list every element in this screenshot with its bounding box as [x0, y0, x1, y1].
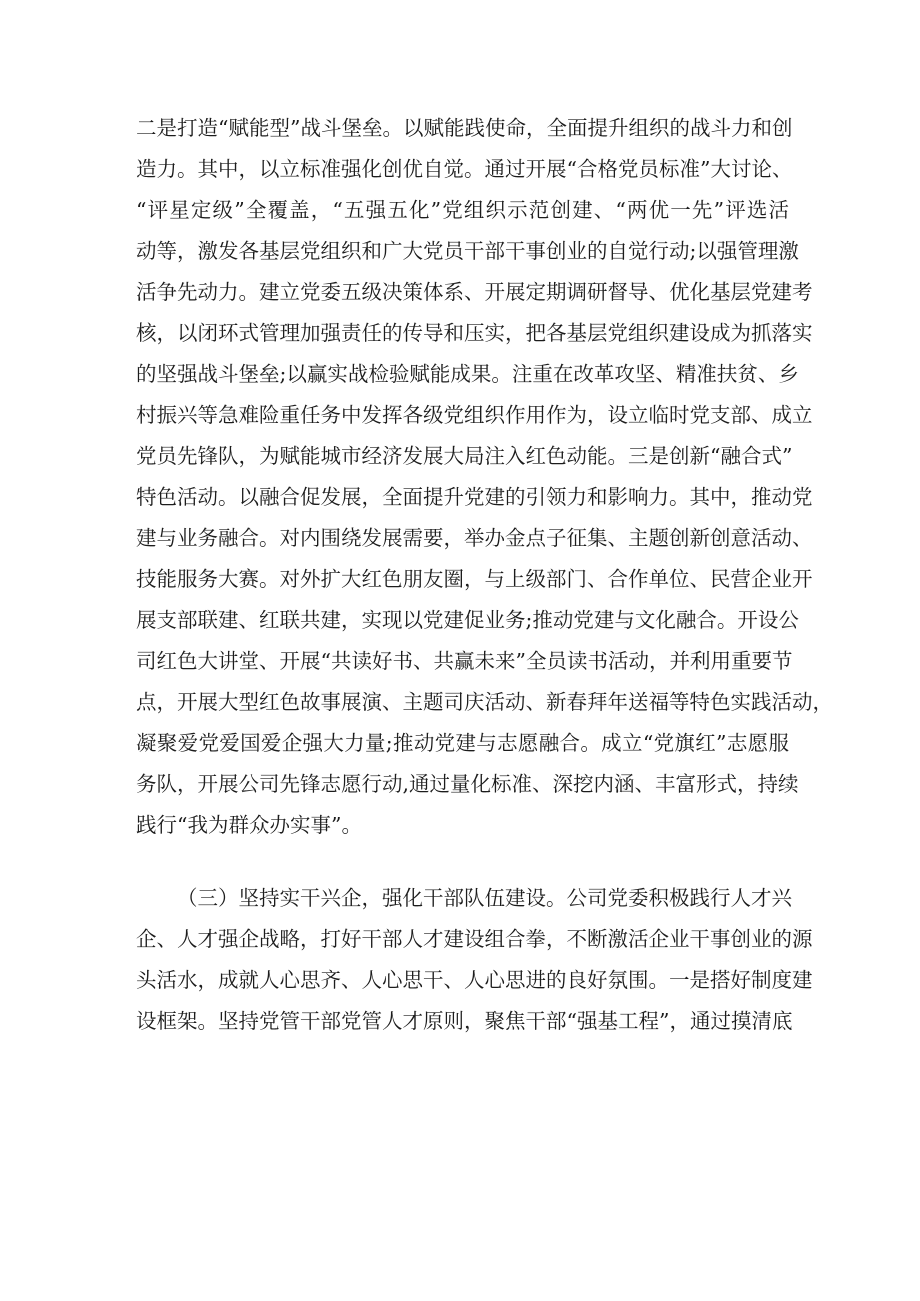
text-line: [0, 878, 920, 918]
text-line: [0, 682, 920, 722]
text-line: [0, 190, 920, 230]
text-line: [0, 518, 920, 558]
text-line: [0, 723, 920, 763]
text-line: [0, 354, 920, 394]
text-line: [0, 805, 920, 845]
text-line: [0, 231, 920, 271]
text-line: [0, 559, 920, 599]
text-line: [0, 600, 920, 640]
text-line: [0, 1001, 920, 1041]
line-text: 践行“我为群众办实事”。: [136, 813, 362, 837]
text-line: [0, 149, 920, 189]
line-text: 务队，开展公司先锋志愿行动,通过量化标准、深挖内涵、丰富形式，持续: [136, 772, 799, 796]
line-text: 技能服务大赛。对外扩大红色朋友圈，与上级部门、合作单位、民营企业开: [136, 567, 813, 591]
line-text: 建与业务融合。对内围绕发展需要，举办金点子征集、主题创新创意活动、: [136, 526, 813, 550]
text-line: [0, 764, 920, 804]
line-text: 核，以闭环式管理加强责任的传导和压实，把各基层党组织建设成为抓落实: [136, 321, 813, 345]
text-line: [0, 395, 920, 435]
text-line: [0, 108, 920, 148]
text-line: [0, 477, 920, 517]
line-text: 党员先锋队，为赋能城市经济发展大局注入红色动能。三是创新“融合式”: [136, 444, 793, 468]
text-line: [0, 313, 920, 353]
line-text: 特色活动。以融合促发展，全面提升党建的引领力和影响力。其中，推动党: [136, 485, 813, 509]
line-text: “评星定级”全覆盖，“五强五化”党组织示范创建、“两优一先”评选活: [136, 198, 789, 222]
text-line: [0, 641, 920, 681]
text-line: [0, 919, 920, 959]
line-text: 二是打造“赋能型”战斗堡垒。以赋能践使命，全面提升组织的战斗力和创: [136, 116, 793, 140]
line-text: 村振兴等急难险重任务中发挥各级党组织作用作为，设立临时党支部、成立: [136, 403, 813, 427]
line-text: 企、人才强企战略，打好干部人才建设组合拳，不断激活企业干事创业的源: [136, 927, 813, 951]
text-line: [0, 960, 920, 1000]
text-line: [0, 436, 920, 476]
line-text: 的坚强战斗堡垒;以赢实战检验赋能成果。注重在改革攻坚、精准扶贫、乡: [136, 362, 799, 386]
line-text: 展支部联建、红联共建，实现以党建促业务;推动党建与文化融合。开设公: [136, 608, 799, 632]
line-text: 设框架。坚持党管干部党管人才原则，聚焦干部“强基工程”，通过摸清底: [136, 1009, 793, 1033]
line-text: 点，开展大型红色故事展演、主题司庆活动、新春拜年送福等特色实践活动，: [136, 690, 833, 714]
line-text: 司红色大讲堂、开展“共读好书、共赢未来”全员读书活动，并利用重要节: [136, 649, 793, 673]
line-text: 凝聚爱党爱国爱企强大力量;推动党建与志愿融合。成立“党旗红”志愿服: [136, 731, 789, 755]
text-line: [0, 272, 920, 312]
line-text: 造力。其中，以立标准强化创优自觉。通过开展“合格党员标准”大讨论、: [136, 157, 793, 181]
line-text: 动等，激发各基层党组织和广大党员干部干事创业的自觉行动;以强管理激: [136, 239, 799, 263]
line-text: 活争先动力。建立党委五级决策体系、开展定期调研督导、优化基层党建考: [136, 280, 813, 304]
line-text: （三）坚持实干兴企，强化干部队伍建设。公司党委积极践行人才兴: [177, 886, 792, 910]
line-text: 头活水，成就人心思齐、人心思干、人心思进的良好氛围。一是搭好制度建: [136, 968, 813, 992]
